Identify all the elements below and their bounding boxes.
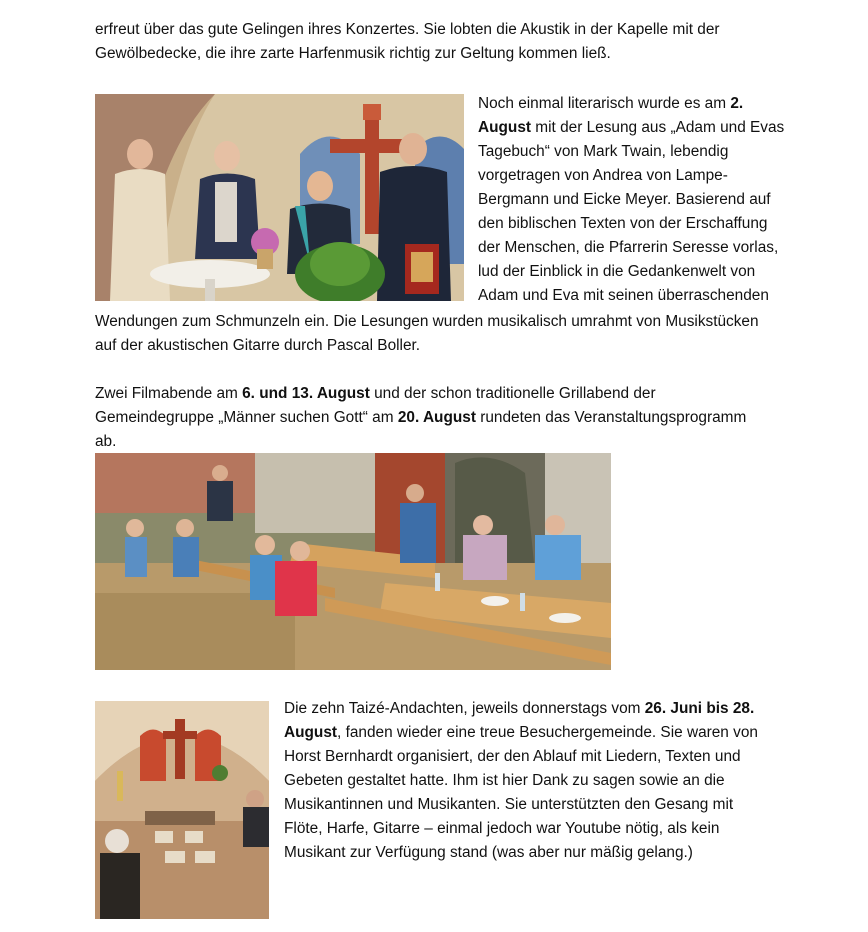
intro-line-2: Gewölbedecke, die ihre zarte Harfenmusik richtig zur Geltung kommen ließ. [95,45,611,62]
reading-paragraph-right [478,92,838,308]
reading-line-1: Noch einmal literarisch wurde es am 2. [478,95,744,112]
intro-line-1: erfreut über das gute Gelingen ihres Konzertes. Sie lobten die Akustik in der Kapelle mit der [95,21,720,38]
films-paragraph [95,382,746,454]
taize-line-2: August, fanden wieder eine treue Besuchergemeinde. Sie waren von [284,724,758,741]
taize-line-5: Musikantinnen und Musikanten. Sie unterstützten den Gesang mit [284,796,734,813]
taize-line-3: Horst Bernhardt organisiert, der den Ablauf mit Liedern, Texten und [284,748,741,765]
reading-paragraph-bottom [95,310,759,358]
taize-line-1: Die zehn Taizé-Andachten, jeweils donnerstags vom 26. Juni bis 28. [284,700,755,717]
reading-line-7: der Menschen, die Pfarrerin Seresse vorlas, [478,239,779,256]
reading-line-9: Adam und Eva mit seinen überraschenden [478,287,769,304]
reading-line-5: Bergmann und Eicke Meyer. Basierend auf [478,191,771,208]
reading-line-6: den biblischen Texten von der Erschaffung [478,215,768,232]
intro-paragraph [95,18,720,66]
films-line-2: Gemeindegruppe „Männer suchen Gott“ am 20. August rundeten das Veranstaltungsprogramm [95,409,747,426]
films-line-3: ab. [95,433,117,450]
reading-line-8: lud der Einblick in die Gedankenwelt von [478,263,756,280]
photo-taize-chapel [95,701,269,919]
reading-line-10: Wendungen zum Schmunzeln ein. Die Lesungen wurden musikalisch umrahmt von Musikstücken [95,313,759,330]
taize-line-6: Flöte, Harfe, Gitarre – einmal jedoch war Youtube nötig, als kein [284,820,720,837]
reading-line-4: vorgetragen von Andrea von Lampe- [478,167,728,184]
taize-line-7: Musikant zur Verfügung stand (was aber nur mäßig gelang.) [284,844,693,861]
taize-paragraph [284,697,844,865]
photo-barbecue-evening [95,453,611,670]
reading-line-2: August mit der Lesung aus „Adam und Evas [478,119,785,136]
films-line-1: Zwei Filmabende am 6. und 13. August und der schon traditionelle Grillabend der [95,385,656,402]
photo-reading-event [95,94,464,301]
reading-line-3: Tagebuch“ von Mark Twain, lebendig [478,143,729,160]
taize-line-4: Gebeten gestaltet hatte. Ihm ist hier Dank zu sagen sowie an die [284,772,725,789]
reading-line-11: auf der akustischen Gitarre durch Pascal Boller. [95,337,421,354]
